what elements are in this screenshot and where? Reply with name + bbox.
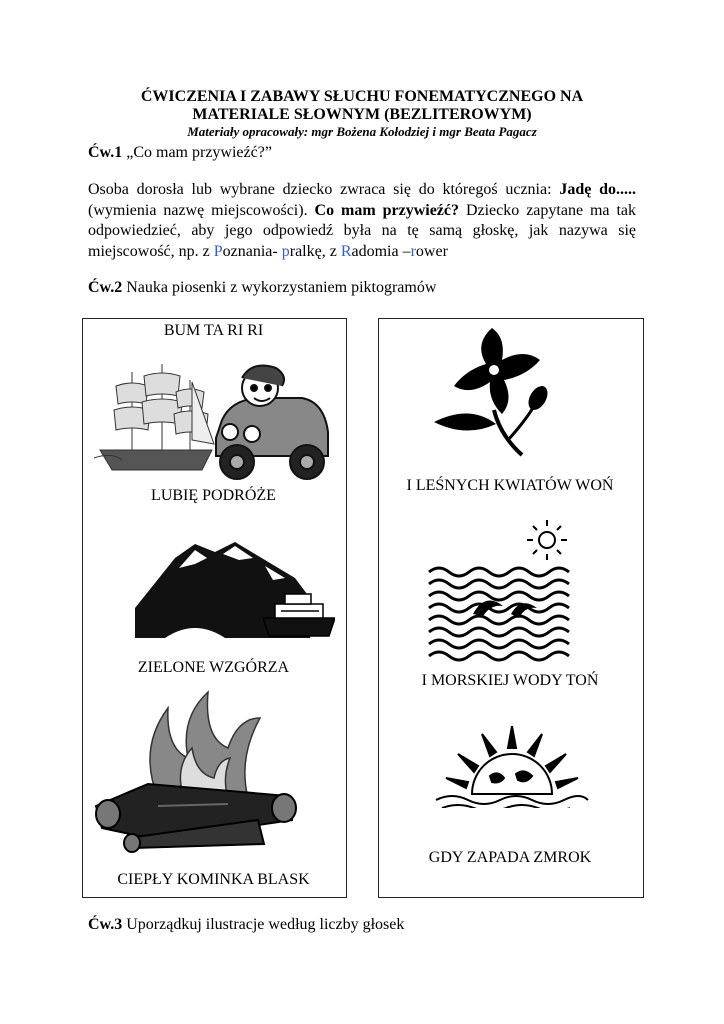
highlight-letter: P bbox=[213, 242, 223, 260]
flame-icon bbox=[150, 692, 260, 798]
bold-run: Co mam przywieźć? bbox=[314, 201, 460, 219]
waves-icon bbox=[429, 568, 569, 660]
highlight-letter: p bbox=[281, 242, 290, 260]
highlight-letter: R bbox=[340, 242, 352, 260]
exercise-1-heading bbox=[88, 144, 272, 162]
text-run: Osoba dorosła lub wybrane dziecko zwraca się do któregoś ucznia: bbox=[88, 181, 560, 198]
exercise-1-number: Ćw.1 bbox=[88, 144, 123, 161]
sunset-pictogram bbox=[432, 722, 592, 808]
mountain-and-boat-pictogram bbox=[135, 538, 335, 640]
exercise-2-number: Ćw.2 bbox=[88, 279, 123, 296]
cartoon-car-icon bbox=[216, 366, 328, 479]
sun-icon bbox=[527, 520, 567, 560]
caption-gdy-zapada-zmrok: GDY ZAPADA ZMROK bbox=[428, 849, 592, 866]
logs-icon bbox=[96, 784, 296, 852]
exercise-1-description bbox=[88, 180, 636, 262]
campfire-pictogram bbox=[88, 688, 300, 853]
caption-lesnych-kwiatow-won: I LEŚNYCH KWIATÓW WOŃ bbox=[406, 477, 614, 494]
caption-bum-ta-ri-ri: BUM TA RI RI bbox=[163, 322, 264, 339]
sunset-icon bbox=[436, 726, 588, 808]
exercise-3-number: Ćw.3 bbox=[88, 916, 123, 933]
ship-and-car-pictogram bbox=[92, 352, 337, 487]
text-run: (wymienia nazwę miejscowości). bbox=[88, 201, 315, 219]
caption-morskiej-wody-ton: I MORSKIEJ WODY TOŃ bbox=[421, 672, 599, 689]
document-title-line1: ĆWICZENIA I ZABAWY SŁUCHU FONEMATYCZNEGO NA bbox=[140, 88, 584, 105]
exercise-3-heading bbox=[88, 916, 404, 934]
exercise-1-title: „Co mam przywieźć?” bbox=[126, 144, 272, 161]
flower-pictogram bbox=[430, 320, 560, 460]
flower-icon bbox=[434, 328, 551, 455]
highlight-letter: r bbox=[410, 242, 416, 260]
text-run: Dziecko zapytane ma tak odpowiedzieć, aby jego odpowiedź była na tę samą głoskę, jak nazywa się miejscowość, np. z bbox=[88, 201, 637, 260]
text-run: ralkę, z bbox=[289, 242, 341, 260]
text-run: adomia – bbox=[351, 242, 411, 260]
sea-and-sun-pictogram bbox=[425, 516, 577, 668]
sailing-ship-icon bbox=[94, 364, 214, 470]
text-run: ower bbox=[415, 242, 448, 260]
authors-line: Materiały opracowały: mgr Bożena Kołodziej i mgr Beata Pagacz bbox=[187, 124, 537, 139]
caption-zielone-wzgorza: ZIELONE WZGÓRZA bbox=[137, 659, 290, 676]
caption-lubie-podroze: LUBIĘ PODRÓŻE bbox=[151, 487, 276, 504]
text-run: oznania- bbox=[222, 242, 282, 260]
bold-run: Jadę do..... bbox=[559, 181, 636, 198]
document-title-line2: MATERIALE SŁOWNYM (BEZLITEROWYM) bbox=[192, 106, 532, 123]
exercise-3-title: Uporządkuj ilustracje według liczby głosek bbox=[126, 916, 405, 933]
exercise-2-heading bbox=[88, 279, 436, 297]
caption-cieply-kominka-blask: CIEPŁY KOMINKA BLASK bbox=[117, 871, 310, 888]
exercise-2-title: Nauka piosenki z wykorzystaniem piktogramów bbox=[126, 279, 437, 296]
